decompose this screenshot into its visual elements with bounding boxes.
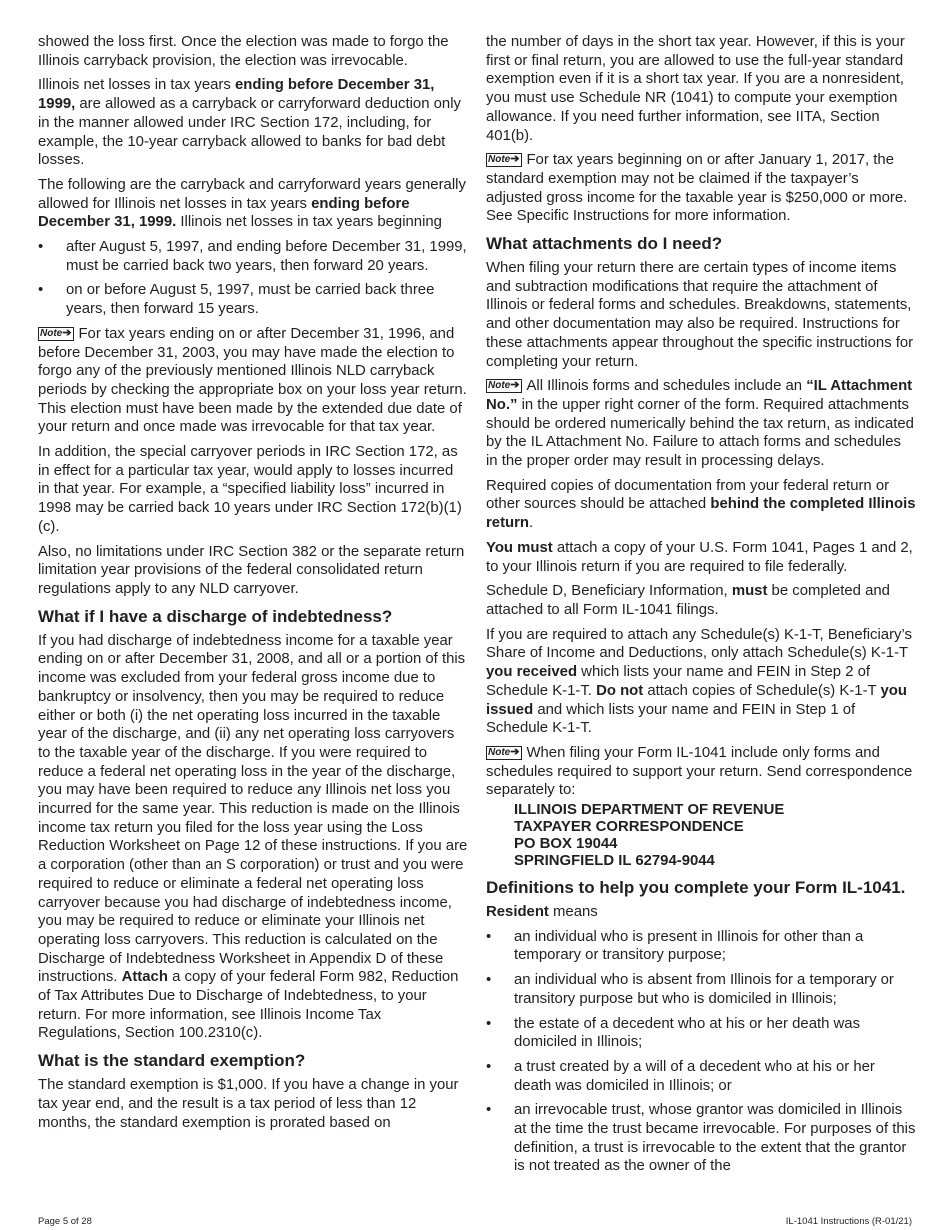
bullet-icon: • bbox=[486, 972, 492, 989]
paragraph: When filing your return there are certain types of income items and subtraction modifications that require the attachment of Illinois or federal forms and schedules. Breakdowns, statements, and other documentation may also be required. Instructions for these attachments appear throughout the specific instructions for completing your return. bbox=[486, 260, 914, 370]
note-icon: Note➔ bbox=[486, 379, 522, 393]
text: Required copies of documentation from your federal return or other sources should be attached bbox=[486, 477, 890, 513]
paragraph bbox=[38, 176, 468, 232]
list-item-text: an individual who is absent from Illinois for a temporary or transitory purpose but who is domiciled in Illinois; bbox=[514, 972, 894, 1007]
note-icon: Note➔ bbox=[486, 153, 522, 167]
list-item bbox=[38, 238, 468, 275]
note-paragraph bbox=[486, 151, 916, 226]
text: All Illinois forms and schedules include an bbox=[526, 378, 807, 395]
list-item-text: the estate of a decedent who at his or her death was domiciled in Illinois; bbox=[514, 1015, 861, 1051]
text: be completed and attached to all Form IL-1041 filings. bbox=[486, 583, 890, 618]
note-paragraph bbox=[486, 744, 916, 800]
text: For tax years beginning on or after January 1, 2017, the standard exemption may not be claimed if the taxpayer’s adjusted gross income for the taxable year is $250,000 or more. See Specific Instructions for more information. bbox=[486, 152, 908, 225]
bullet-icon: • bbox=[486, 1102, 492, 1119]
address-line: PO BOX 19044 bbox=[514, 836, 618, 853]
section-heading-attachments: What attachments do I need? bbox=[486, 234, 723, 254]
list-item bbox=[486, 1101, 916, 1176]
text: Illinois net losses in tax years beginning bbox=[176, 214, 442, 231]
bold-text: Attach bbox=[121, 969, 168, 986]
bullet-icon: • bbox=[486, 1058, 492, 1075]
note-icon: Note➔ bbox=[38, 327, 74, 341]
paragraph: the number of days in the short tax year. However, if this is your first or final return, you are allowed to use the full-year standard exemption even if it is a short tax year. If you are a nonresident, you must use Schedule NR (1041) to compute your exemption allowance. If you need further information, see IITA, Section 401(b). bbox=[486, 34, 905, 144]
paragraph bbox=[486, 539, 916, 576]
left-column bbox=[38, 33, 468, 1138]
text: Schedule D, Beneficiary Information, bbox=[486, 583, 732, 600]
paragraph bbox=[486, 903, 916, 922]
address-line: ILLINOIS DEPARTMENT OF REVENUE bbox=[514, 802, 785, 819]
paragraph: showed the loss first. Once the election was made to forgo the Illinois carryback provision, the election was irrevocable. bbox=[38, 34, 449, 69]
page-number: Page 5 of 28 bbox=[38, 1216, 92, 1227]
list-item-text: a trust created by a will of a decedent who at his or her death was domiciled in Illinois; or bbox=[514, 1058, 875, 1094]
list-item-text: an individual who is present in Illinois for other than a temporary or transitory purpose; bbox=[514, 928, 864, 964]
text: are allowed as a carryback or carryforward deduction only in the manner allowed under IRC Section 172, including, for example, the 10-year carryback allowed to banks for bad debt losses. bbox=[38, 96, 461, 169]
list-item-text: on or before August 5, 1997, must be carried back three years, then forward 15 years. bbox=[66, 282, 435, 318]
text: attach a copy of your U.S. Form 1041, Pages 1 and 2, to your Illinois return if you are required to file federally. bbox=[486, 539, 913, 575]
bold-text: you received bbox=[486, 664, 578, 681]
bold-text: ending before December 31, 1999, bbox=[38, 77, 435, 113]
note-label: Note bbox=[488, 746, 511, 758]
list-item bbox=[486, 1058, 916, 1095]
note-paragraph bbox=[486, 377, 916, 471]
note-icon: Note➔ bbox=[486, 746, 522, 760]
bullet-icon: • bbox=[486, 928, 492, 945]
bold-text: Resident bbox=[486, 904, 549, 921]
list-item bbox=[486, 1015, 916, 1052]
text: If you had discharge of indebtedness income for a taxable year ending on or after December 31, 2008, and all or a portion of this income was excluded from your federal gross income due to bankruptcy or insolvency, then you may be required to reduce either or both (i) the net operating loss incurred in the taxable year of the discharge, and (ii) any net operating loss carryovers to the taxable year of the discharge. If you were required to reduce a federal net operating loss in the year of the discharge, you may have been required to reduce any Illinois net loss you incurred for the same year. This reduction is made on the Illinois income tax return you filed for the loss year using the Loss Reduction Worksheet on Page 12 of these instructions. If you are a corporation (other than an S corporation) or trust and you were required to reduce or eliminate a federal net operating loss carryover because you had discharge of indebtedness income, you may be required to reduce or eliminate your Illinois net operating loss carryovers. This reduction is calculated on the Discharge of Indebtedness Worksheet in Appendix D of these instructions. bbox=[38, 632, 468, 986]
mailing-address bbox=[514, 802, 916, 870]
text: . bbox=[529, 515, 534, 532]
text: The following are the carryback and carryforward years generally allowed for Illinois net losses in tax years bbox=[38, 176, 466, 212]
paragraph: In addition, the special carryover periods in IRC Section 172, as in effect for a particular tax year, would apply to losses incurred in that year. For example, a “specified liability loss” incurred in 1998 may be carried back 10 years under IRC Section 172(b)(1)(c). bbox=[38, 444, 462, 535]
bullet-icon: • bbox=[38, 282, 44, 299]
paragraph bbox=[38, 76, 468, 170]
text: a copy of your federal Form 982, Reduction of Tax Attributes Due to Discharge of Indebtedness, to your return. For more information, see Illinois Income Tax Regulations, Section 100.2310(c). bbox=[38, 969, 459, 1042]
text: attach copies of Schedule(s) K-1-T bbox=[643, 682, 881, 699]
bold-text: You must bbox=[486, 539, 553, 556]
form-identifier: IL-1041 Instructions (R-01/21) bbox=[785, 1216, 912, 1227]
paragraph bbox=[486, 477, 916, 533]
list-item bbox=[38, 281, 468, 318]
address-line: TAXPAYER CORRESPONDENCE bbox=[514, 819, 744, 836]
note-label: Note bbox=[40, 327, 63, 339]
bold-text: ending before December 31, 1999. bbox=[38, 195, 410, 231]
text: in the upper right corner of the form. Required attachments should be ordered numerically behind the tax return, as indicated by the IL Attachment No. Failure to attach forms and schedules in the proper order may result in processing delays. bbox=[486, 396, 914, 470]
paragraph: The standard exemption is $1,000. If you have a change in your tax year end, and the result is a tax period of less than 12 months, the standard exemption is prorated based on bbox=[38, 1077, 459, 1131]
section-heading-definitions: Definitions to help you complete your Form IL-1041. bbox=[486, 878, 906, 898]
list-item-text: an irrevocable trust, whose grantor was domiciled in Illinois at the time the trust became irrevocable. For purposes of this definition, a trust is irrevocable to the extent that the grantor is not treated as the owner of the bbox=[514, 1102, 916, 1175]
bold-text: behind the completed Illinois return bbox=[486, 496, 916, 532]
list-item bbox=[486, 928, 916, 965]
bold-text: Do not bbox=[596, 682, 644, 699]
section-heading-standard-exemption: What is the standard exemption? bbox=[38, 1051, 306, 1071]
bold-text: must bbox=[731, 583, 768, 600]
text: which lists your name and FEIN in Step 2 of Schedule K-1-T. bbox=[486, 664, 871, 699]
paragraph bbox=[38, 632, 468, 1043]
address-line: SPRINGFIELD IL 62794-9044 bbox=[514, 853, 715, 870]
list-item-text: after August 5, 1997, and ending before December 31, 1999, must be carried back two years, then forward 20 years. bbox=[66, 239, 467, 274]
carryback-list bbox=[38, 238, 468, 319]
paragraph bbox=[486, 582, 916, 619]
text: For tax years ending on or after December 31, 1996, and before December 31, 2003, you may have made the election to forgo any of the previously mentioned Illinois NLD carryback periods by checking the appropriate box on your loss year return. This election must have been made by the extended due date of your return and once made was irrevocable for that tax year. bbox=[38, 325, 467, 436]
note-label: Note bbox=[488, 154, 511, 166]
text: If you are required to attach any Schedule(s) K-1-T, Beneficiary’s Share of Income and Deductions, only attach Schedule(s) K-1-T bbox=[486, 626, 912, 662]
note-paragraph bbox=[38, 325, 468, 437]
bold-text: you issued bbox=[486, 682, 907, 718]
bullet-icon: • bbox=[38, 239, 44, 256]
section-heading-discharge: What if I have a discharge of indebtedness? bbox=[38, 606, 393, 626]
text: means bbox=[548, 904, 598, 921]
text: and which lists your name and FEIN in Step 1 of Schedule K-1-T. bbox=[486, 701, 856, 737]
note-label: Note bbox=[488, 380, 511, 392]
paragraph bbox=[486, 626, 916, 738]
list-item bbox=[486, 971, 916, 1008]
bullet-icon: • bbox=[486, 1015, 492, 1032]
bold-text: “IL Attachment No.” bbox=[486, 378, 913, 413]
resident-list bbox=[486, 928, 916, 1176]
paragraph: Also, no limitations under IRC Section 382 or the separate return limitation year provisions of the federal consolidated return regulations apply to any NLD carryover. bbox=[38, 543, 465, 597]
right-column bbox=[486, 33, 916, 1182]
text: Illinois net losses in tax years bbox=[38, 77, 235, 94]
text: When filing your Form IL-1041 include only forms and schedules required to support your return. Send correspondence separately to: bbox=[486, 744, 913, 799]
